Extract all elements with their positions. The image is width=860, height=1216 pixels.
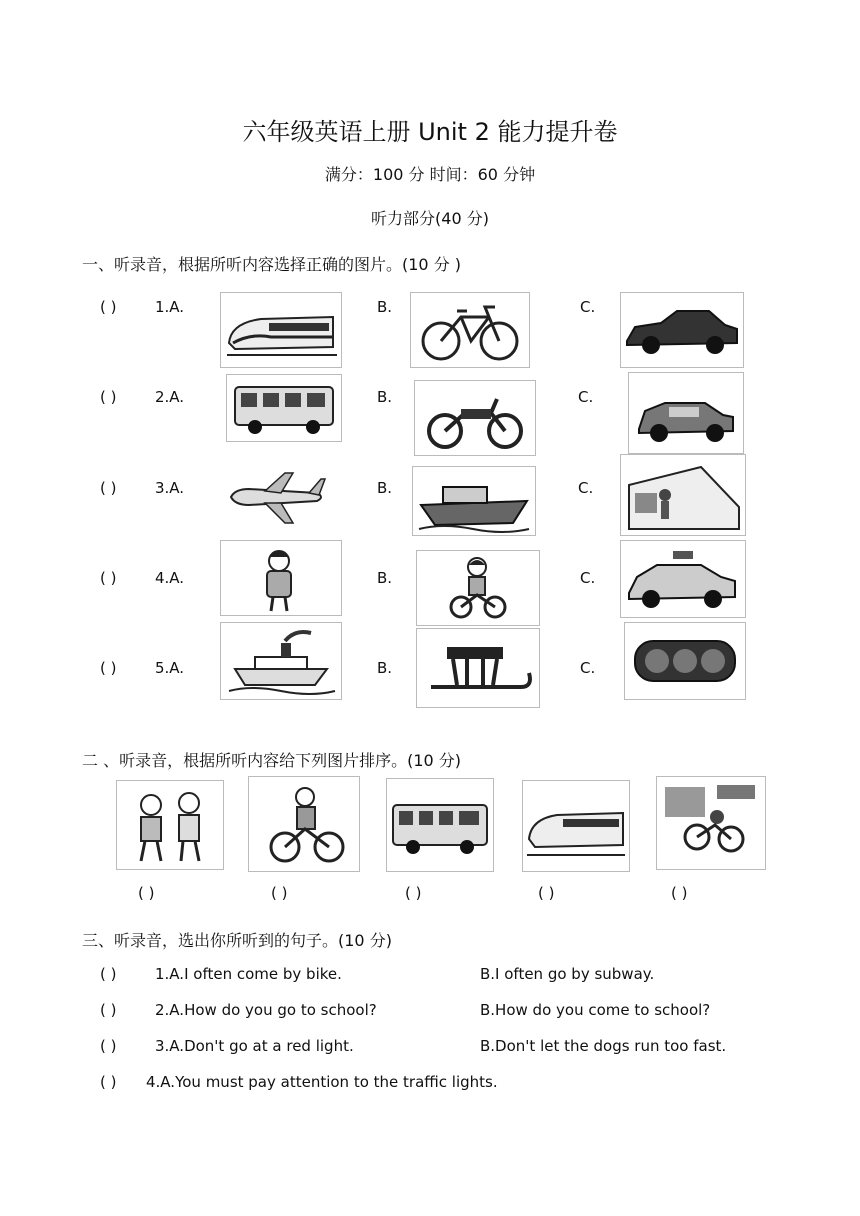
s3-q3-option-a: 3.A.Don't go at a red light. [155,1037,354,1055]
sled-image [416,628,540,708]
bullet-train-image [220,292,342,368]
seq-bracket-4[interactable]: ( ) [538,884,555,902]
small-car-image [628,372,744,454]
s3-q1-bracket[interactable]: ( ) [100,965,117,983]
subway-train-image [620,454,746,536]
s3-q1-option-b: B.I often go by subway. [480,965,655,983]
part-label: 听力部分(40 分) [371,209,489,228]
bus-image [226,374,342,442]
q4-option-b: B. [377,569,393,587]
child-on-bike-image [416,550,540,626]
s3-q4-option-a: 4.A.You must pay attention to the traffic lights. [146,1073,498,1091]
q4-bracket[interactable]: ( ) [100,569,117,587]
s3-q2-option-a: 2.A.How do you go to school? [155,1001,377,1019]
q5-option-b: B. [377,659,393,677]
q3-option-b: B. [377,479,393,497]
q3-option-a: 3.A. [155,479,185,497]
q2-option-b: B. [377,388,393,406]
motorbike-image [414,380,536,456]
s3-q3-bracket[interactable]: ( ) [100,1037,117,1055]
seq-bracket-5[interactable]: ( ) [671,884,688,902]
walking-boy-image [220,540,342,616]
q5-option-c: C. [580,659,596,677]
seq-bracket-3[interactable]: ( ) [405,884,422,902]
taxi-image [620,540,746,618]
bus-sequence-image [386,778,494,872]
kids-walking-image [116,780,224,870]
car-image [620,292,744,368]
score-time: 满分：100 分 时间：60 分钟 [324,165,536,184]
boat-image [412,466,536,536]
q3-bracket[interactable]: ( ) [100,479,117,497]
q5-bracket[interactable]: ( ) [100,659,117,677]
ship-image [220,622,342,700]
q4-option-a: 4.A. [155,569,185,587]
q1-option-b: B. [377,298,393,316]
seq-bracket-2[interactable]: ( ) [271,884,288,902]
s3-q2-bracket[interactable]: ( ) [100,1001,117,1019]
q1-option-a: 1.A. [155,298,185,316]
section1-heading: 一、听录音，根据所听内容选择正确的图片。(10 分 ) [82,255,462,274]
q2-option-a: 2.A. [155,388,185,406]
bicycle-image [410,292,530,368]
page-title: 六年级英语上册 Unit 2 能力提升卷 [242,118,618,146]
section2-heading: 二 、听录音，根据所听内容给下列图片排序。(10 分) [82,751,462,770]
traffic-light-image [624,622,746,700]
s3-q4-bracket[interactable]: ( ) [100,1073,117,1091]
s3-q1-option-a: 1.A.I often come by bike. [155,965,342,983]
q1-option-c: C. [580,298,596,316]
q2-bracket[interactable]: ( ) [100,388,117,406]
section3-heading: 三、听录音，选出你所听到的句子。(10 分) [82,931,392,950]
q1-bracket[interactable]: ( ) [100,298,117,316]
q4-option-c: C. [580,569,596,587]
q2-option-c: C. [578,388,594,406]
q5-option-a: 5.A. [155,659,185,677]
street-scene-image [656,776,766,870]
airplane-image [224,466,330,532]
s3-q3-option-b: B.Don't let the dogs run too fast. [480,1037,727,1055]
q3-option-c: C. [578,479,594,497]
train-sequence-image [522,780,630,872]
seq-bracket-1[interactable]: ( ) [138,884,155,902]
girl-cycling-image [248,776,360,872]
s3-q2-option-b: B.How do you come to school? [480,1001,711,1019]
